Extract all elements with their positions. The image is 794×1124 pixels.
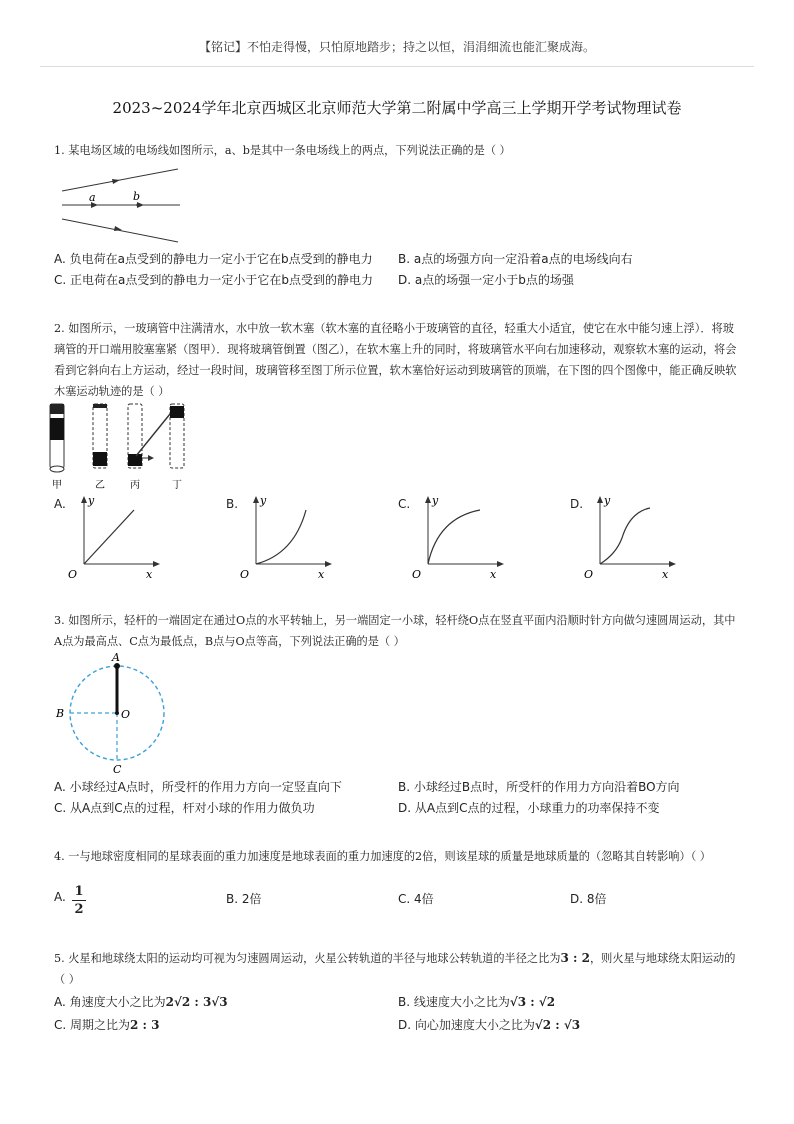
q4-fraction-numerator: 1 [74,884,84,899]
q5-option-a[interactable] [54,993,228,1010]
q3-stem: 3. 如图所示，轻杆的一端固定在通过O点的水平转轴上，另一端固定一小球，轻杆绕O点在竖直平面内沿顺时针方向做匀速圆周运动，其中A点为最高点、C点为最低点，B点与O点等高，下列说法正确的是（ ） [54,614,736,648]
q1-option-d[interactable]: D. a点的场强一定小于b点的场强 [398,273,574,287]
q3-label-c: C [113,763,122,776]
q2-graph-d-y-label: y [604,494,611,507]
q5-option-c-math: 2 : 3 [130,1018,160,1032]
q2-graph-b-origin: O [240,568,250,581]
q2-graph-a[interactable] [64,492,164,584]
q5-option-a-math: 2√2 : 3√3 [165,995,228,1009]
q3-circle-figure [52,652,176,776]
q1-option-c[interactable]: C. 正电荷在a点受到的静电力一定小于它在b点受到的静电力 [54,273,373,287]
q5-option-a-text: A. 角速度大小之比为 [54,995,166,1009]
q2-graph-c-x-label: x [490,568,497,581]
q2-graph-d-x-label: x [662,568,669,581]
q4-option-c[interactable]: C. 4倍 [398,892,434,906]
q2-graph-c-y-label: y [432,494,439,507]
q2-graph-b-x-label: x [318,568,325,581]
q2-graph-b-y-label: y [260,494,267,507]
q2-graph-a-x-label: x [146,568,153,581]
q2-option-d-label[interactable]: D. [570,497,584,511]
q3-label-o: O [121,708,131,721]
q5-option-b-text: B. 线速度大小之比为 [398,995,510,1009]
q3-option-b[interactable]: B. 小球经过B点时，所受杆的作用力方向沿着BO方向 [398,780,680,794]
q3-option-c[interactable]: C. 从A点到C点的过程，杆对小球的作用力做负功 [54,801,315,815]
motto: 【铭记】不怕走得慢，只怕原地踏步；持之以恒，涓涓细流也能汇聚成海。 [198,40,595,54]
q4-fraction-denominator: 2 [74,902,84,917]
q5-option-c[interactable] [54,1016,160,1033]
q2-option-b-label[interactable]: B. [226,497,239,511]
q3-label-a: A [112,652,120,664]
q2-graph-d[interactable] [580,492,680,584]
q2-tube-label-jia: 甲 [52,480,62,491]
q5-option-d-math: √2 : √3 [534,1018,581,1032]
header-divider [40,66,754,67]
q5-stem-text: 5. 火星和地球绕太阳的运动均可视为匀速圆周运动，火星公转轨道的半径与地球公转轨道的半径之比为 [54,952,561,965]
q2-graph-b[interactable] [236,492,336,584]
q4-option-b[interactable]: B. 2倍 [226,892,262,906]
q2-graph-a-origin: O [68,568,78,581]
q1-option-b[interactable]: B. a点的场强方向一定沿着a点的电场线向右 [398,252,633,266]
q4-option-a-label[interactable]: A. [54,890,66,904]
q2-option-a-label[interactable]: A. [54,497,66,511]
q5-stem-tail: ，则火星与地球绕太阳运动的（ ） [54,952,736,986]
q5-option-d[interactable] [398,1016,580,1033]
q1-field-lines-figure [58,163,184,245]
q2-graph-a-y-label: y [88,494,95,507]
q2-tube-label-yi: 乙 [95,480,105,491]
q3-label-b: B [56,707,65,720]
q5-option-b[interactable] [398,993,555,1010]
q3-option-d[interactable]: D. 从A点到C点的过程，小球重力的功率保持不变 [398,801,660,815]
q2-stem: 2. 如图所示，一玻璃管中注满清水，水中放一软木塞（软木塞的直径略小于玻璃管的直径，轻重大小适宜，使它在水中能匀速上浮）．将玻璃管的开口端用胶塞塞紧（图甲）．现将玻璃管倒置（图乙），在软木塞上升的同时，将玻璃管水平向右加速移动，观察软木塞的运动，将会看到它斜向右上方运动，经过一段时间，玻璃管移至图丁所示位置，软木塞恰好运动到玻璃管的顶端，在下图的四个图像中，能正确反映软木塞运动轨迹的是（ ） [54,322,737,398]
q2-tube-label-bing: 丙 [130,480,140,491]
q1-option-a[interactable]: A. 负电荷在a点受到的静电力一定小于它在b点受到的静电力 [54,252,373,266]
q2-glass-tube-figure [44,400,194,492]
q5-stem-ratio: 3 : 2 [560,951,590,965]
q4-option-a-fraction[interactable] [72,884,86,917]
q4-fraction-bar [72,900,86,901]
q3-option-a[interactable]: A. 小球经过A点时，所受杆的作用力方向一定竖直向下 [54,780,342,794]
q2-graph-c[interactable] [408,492,508,584]
q1-point-a-label: a [89,191,96,204]
q4-option-d[interactable]: D. 8倍 [570,892,607,906]
q2-option-c-label[interactable]: C. [398,497,411,511]
q5-option-b-math: √3 : √2 [509,995,556,1009]
q1-stem: 1. 某电场区域的电场线如图所示，a、b是其中一条电场线上的两点，下列说法正确的是（ ） [54,144,511,157]
q5-option-c-text: C. 周期之比为 [54,1018,131,1032]
page-title: 2023~2024学年北京西城区北京师范大学第二附属中学高三上学期开学考试物理试卷 [112,99,682,117]
q4-stem: 4. 一与地球密度相同的星球表面的重力加速度是地球表面的重力加速度的2倍，则该星球的质量是地球质量的（忽略其自转影响）（ ） [54,850,711,863]
q2-graph-d-origin: O [584,568,594,581]
q2-graph-c-origin: O [412,568,422,581]
q5-stem [54,948,742,990]
q2-tube-label-ding: 丁 [172,480,182,491]
q5-option-d-text: D. 向心加速度大小之比为 [398,1018,535,1032]
q1-point-b-label: b [133,190,141,203]
